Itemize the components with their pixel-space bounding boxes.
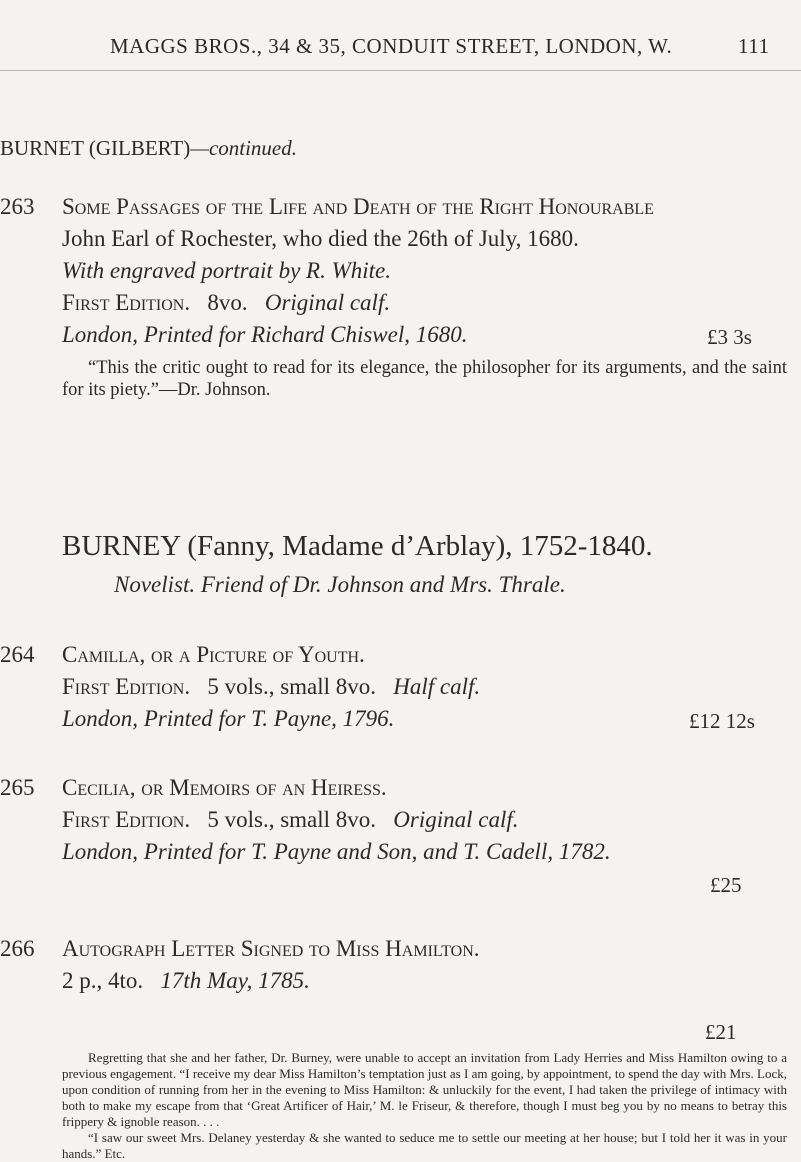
entry-format: 5 vols., small 8vo. <box>207 674 377 699</box>
entry-title-line1: Cecilia, or Memoirs of an Heiress. <box>62 775 387 800</box>
entry-edition-line <box>62 290 390 316</box>
entry-imprint: London, Printed for Richard Chiswel, 1680. <box>62 322 468 347</box>
section-heading-burnet <box>0 136 297 161</box>
quote-text: “This the critic ought to read for its elegance, the philosopher for its arguments, and the saint for its piety.”—Dr. Johnson. <box>62 358 787 400</box>
author-name: BURNET (GILBERT) <box>0 136 191 160</box>
entry-binding: Original calf. <box>393 807 519 832</box>
entry-imprint: London, Printed for T. Payne and Son, and T. Cadell, 1782. <box>62 839 611 864</box>
entry-note: With engraved portrait by R. White. <box>62 258 391 283</box>
entry-edition-line <box>62 674 480 700</box>
section-subheading-burney: Novelist. Friend of Dr. Johnson and Mrs. Thrale. <box>114 572 566 597</box>
header-rule <box>0 70 801 71</box>
entry-number: 266 <box>0 936 35 961</box>
entry-price: £21 <box>705 1020 737 1044</box>
entry-price: £25 <box>710 873 742 897</box>
entry-edition: First Edition. <box>62 807 191 832</box>
entry-edition-line <box>62 807 519 833</box>
entry-title-line2: John Earl of Rochester, who died the 26th of July, 1680. <box>62 226 579 251</box>
entry-edition: First Edition. <box>62 290 191 315</box>
entry-title-line1: Some Passages of the Life and Death of the Right Honourable <box>62 194 654 219</box>
entry-number: 263 <box>0 194 35 219</box>
entry-format: 5 vols., small 8vo. <box>207 807 377 832</box>
entry-date: 17th May, 1785. <box>160 968 310 993</box>
entry-quote <box>62 357 787 401</box>
entry-title-line1: Autograph Letter Signed to Miss Hamilton. <box>62 936 480 961</box>
running-header <box>110 34 790 59</box>
entry-title-line1: Camilla, or a Picture of Youth. <box>62 642 365 667</box>
entry-binding: Half calf. <box>393 674 481 699</box>
entry-number: 264 <box>0 642 35 667</box>
entry-description <box>62 1050 787 1162</box>
entry-price: £3 3s <box>707 325 752 349</box>
continued-label: —continued. <box>190 136 297 160</box>
entry-format-line <box>62 968 310 994</box>
description-paragraph-2: “I saw our sweet Mrs. Delaney yesterday & she wanted to seduce me to settle our meeting at her house; but I told her it was in your hands.” Etc. <box>62 1130 787 1161</box>
entry-format: 2 p., 4to. <box>62 968 144 993</box>
page-number: 111 <box>738 34 770 58</box>
running-head: MAGGS BROS., 34 & 35, CONDUIT STREET, LONDON, W. <box>110 34 673 58</box>
entry-binding: Original calf. <box>264 290 391 315</box>
entry-format: 8vo. <box>207 290 248 315</box>
entry-number: 265 <box>0 775 35 800</box>
entry-imprint: London, Printed for T. Payne, 1796. <box>62 706 395 731</box>
section-heading-burney: BURNEY (Fanny, Madame d’Arblay), 1752-1840. <box>62 530 653 562</box>
entry-edition: First Edition. <box>62 674 191 699</box>
entry-price: £12 12s <box>689 709 755 733</box>
description-paragraph-1: Regretting that she and her father, Dr. Burney, were unable to accept an invitation from Lady Herries and Miss Hamilton owing to a previous engagement. “I receive my dear Miss Hamilton’s temptation just as I am going, by appointment, to spend the day with Mrs. Lock, upon condition of running from her in the evening to Miss Hamilton: & unluckily for the event, I had taken the privilege of intimacy with both to make my escape from that ‘Great Artificer of Hair,’ M. le Friseur, & therefore, though I must beg you by no means to betray this frippery & ignoble reason. . . . <box>62 1050 787 1129</box>
